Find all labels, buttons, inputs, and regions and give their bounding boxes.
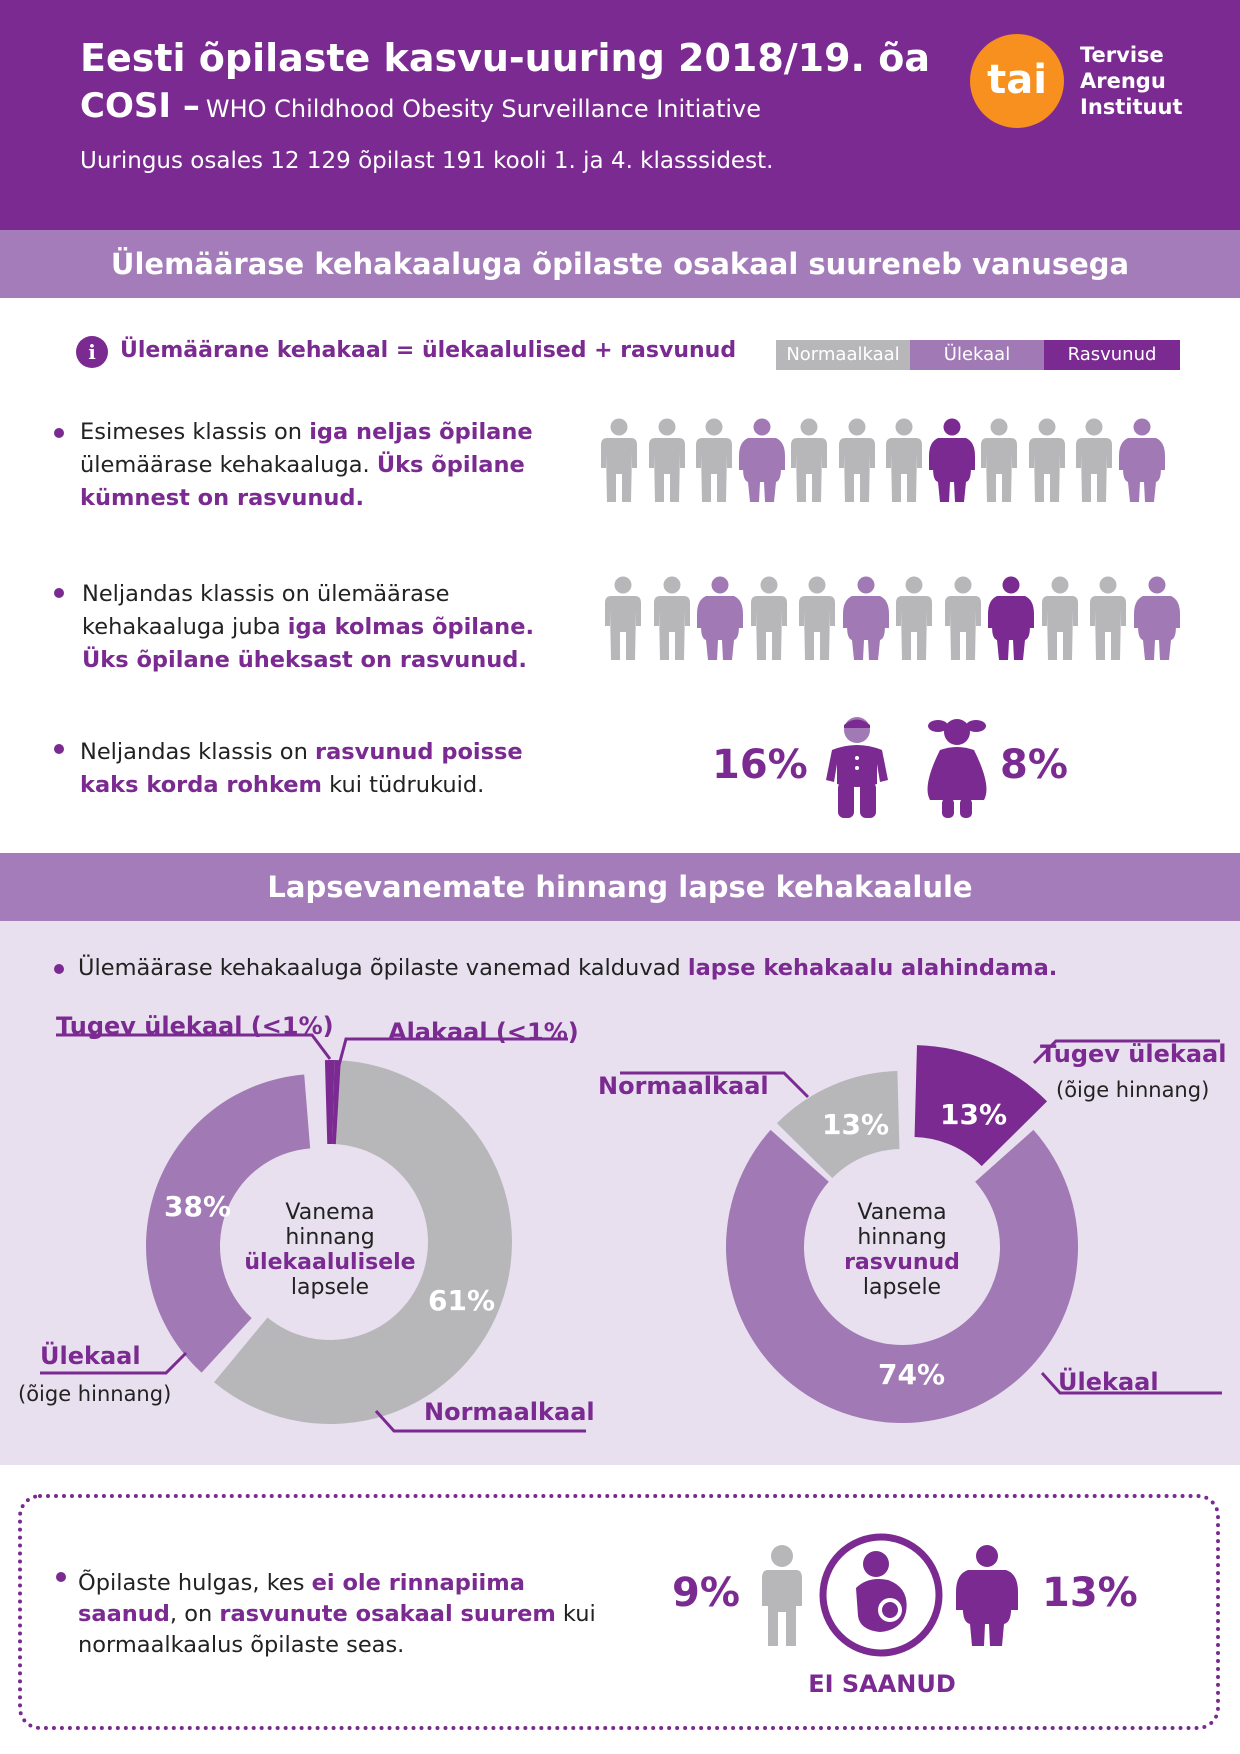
grade4-text: Neljandas klassis on ülemäärase kehakaaluga juba iga kolmas õpilane. Üks õpilane üheksast on rasvunud.: [82, 581, 535, 673]
normal-person-icon: [644, 418, 690, 504]
legend-normal: Normaalkaal: [776, 340, 910, 370]
parents-statement: Ülemäärase kehakaaluga õpilaste vanemad kalduvad lapse kehakaalu alahindama.: [78, 955, 1058, 981]
chart1-strong-label: Tugev ülekaal (<1%): [56, 1012, 334, 1040]
chart2-over-percent: 74%: [878, 1358, 946, 1391]
bullet-dot: [56, 1572, 66, 1582]
normal-not-breastfed-percent: 9%: [672, 1570, 740, 1616]
section1-title: Ülemäärase kehakaaluga õpilaste osakaal suureneb vanusega: [0, 230, 1240, 298]
chart1-normal-label: Normaalkaal: [424, 1398, 595, 1426]
grade1-text: Esimeses klassis on iga neljas õpilane ülemäärase kehakaaluga. Üks õpilane kümnest on rasvunud.: [80, 419, 533, 511]
breastfeeding-text: Õpilaste hulgas, kes ei ole rinnapiima saanud, on rasvunute osakaal suurem kui normaalkaalus õpilaste seas.: [78, 1570, 596, 1658]
logo-line: Instituut: [1080, 95, 1183, 119]
chart2-normal-percent: 13%: [822, 1108, 890, 1141]
chart1-over-label: Ülekaal: [40, 1342, 141, 1370]
legend-obese: Rasvunud: [1044, 340, 1180, 370]
definition-text: Ülemäärane kehakaal = ülekaalulised + rasvunud: [120, 338, 737, 363]
cosi-subtitle: WHO Childhood Obesity Surveillance Initiative: [205, 95, 762, 123]
bullet-dot: [54, 744, 64, 754]
section2-title: Lapsevanemate hinnang lapse kehakaalule: [0, 853, 1240, 921]
girl-figure-icon: [920, 716, 994, 820]
chart2-over-label: Ülekaal: [1058, 1368, 1159, 1396]
normal-person-icon: [649, 576, 695, 662]
chart2-normal-label: Normaalkaal: [598, 1072, 769, 1100]
boys-girls-text: Neljandas klassis on rasvunud poisse kaks korda rohkem kui tüdrukuid.: [80, 739, 523, 798]
normal-person-icon: [596, 418, 642, 504]
cosi-label: COSI –: [80, 86, 200, 126]
normal-person-icon: [746, 576, 792, 662]
normal-person-icon: [881, 418, 927, 504]
logo-line: Arengu: [1080, 69, 1166, 93]
normal-person-icon: [1037, 576, 1083, 662]
overweight-person-icon: [1119, 418, 1165, 504]
normal-person-icon: [1085, 576, 1131, 662]
chart1-center-label: Vanema hinnang ülekaalulisele lapsele: [244, 1200, 416, 1300]
not-breastfed-caption: EI SAANUD: [808, 1670, 956, 1698]
chart2-center-label: Vanema hinnang rasvunud lapsele: [844, 1200, 960, 1300]
chart1-over-percent: 38%: [164, 1190, 232, 1223]
chart1-normal-percent: 61%: [428, 1284, 496, 1317]
overweight-person-icon: [1134, 576, 1180, 662]
normal-person-icon: [600, 576, 646, 662]
tai-logo-text: [1080, 42, 1182, 120]
obese-person-icon: [954, 1544, 1020, 1648]
chart2-strong-label: Tugev ülekaal: [1040, 1040, 1227, 1068]
chart1-under-label: Alakaal (<1%): [388, 1018, 579, 1046]
breastfeeding-icon: [818, 1532, 944, 1658]
chart1-over-sub: (õige hinnang): [18, 1382, 172, 1406]
chart2-strong-percent: 13%: [940, 1098, 1008, 1131]
page-title: Eesti õpilaste kasvu-uuring 2018/19. õa: [80, 36, 930, 80]
info-icon: i: [76, 336, 108, 368]
overweight-person-icon: [843, 576, 889, 662]
normal-person-icon: [940, 576, 986, 662]
girls-obese-percent: 8%: [1000, 742, 1068, 788]
normal-person-icon: [976, 418, 1022, 504]
overweight-person-icon: [739, 418, 785, 504]
normal-person-icon: [691, 418, 737, 504]
normal-person-icon: [1024, 418, 1070, 504]
survey-subtitle: Uuringus osales 12 129 õpilast 191 kooli 1. ja 4. klasssidest.: [80, 148, 774, 174]
normal-person-icon: [786, 418, 832, 504]
chart2-strong-sub: (õige hinnang): [1056, 1078, 1210, 1102]
tai-logo-icon: tai: [970, 34, 1064, 128]
normal-person-icon: [1071, 418, 1117, 504]
boys-obese-percent: 16%: [712, 742, 808, 788]
legend-overweight: Ülekaal: [910, 340, 1044, 370]
logo-line: Tervise: [1080, 43, 1164, 67]
normal-person-icon: [794, 576, 840, 662]
bullet-dot: [54, 588, 64, 598]
normal-weight-person-icon: [756, 1544, 808, 1648]
overweight-person-icon: [697, 576, 743, 662]
bullet-dot: [54, 428, 64, 438]
normal-person-icon: [891, 576, 937, 662]
obese-person-icon: [929, 418, 975, 504]
obese-person-icon: [988, 576, 1034, 662]
page-title-line2: [80, 86, 761, 126]
obese-not-breastfed-percent: 13%: [1042, 1570, 1138, 1616]
normal-person-icon: [834, 418, 880, 504]
boy-figure-icon: [822, 716, 892, 820]
